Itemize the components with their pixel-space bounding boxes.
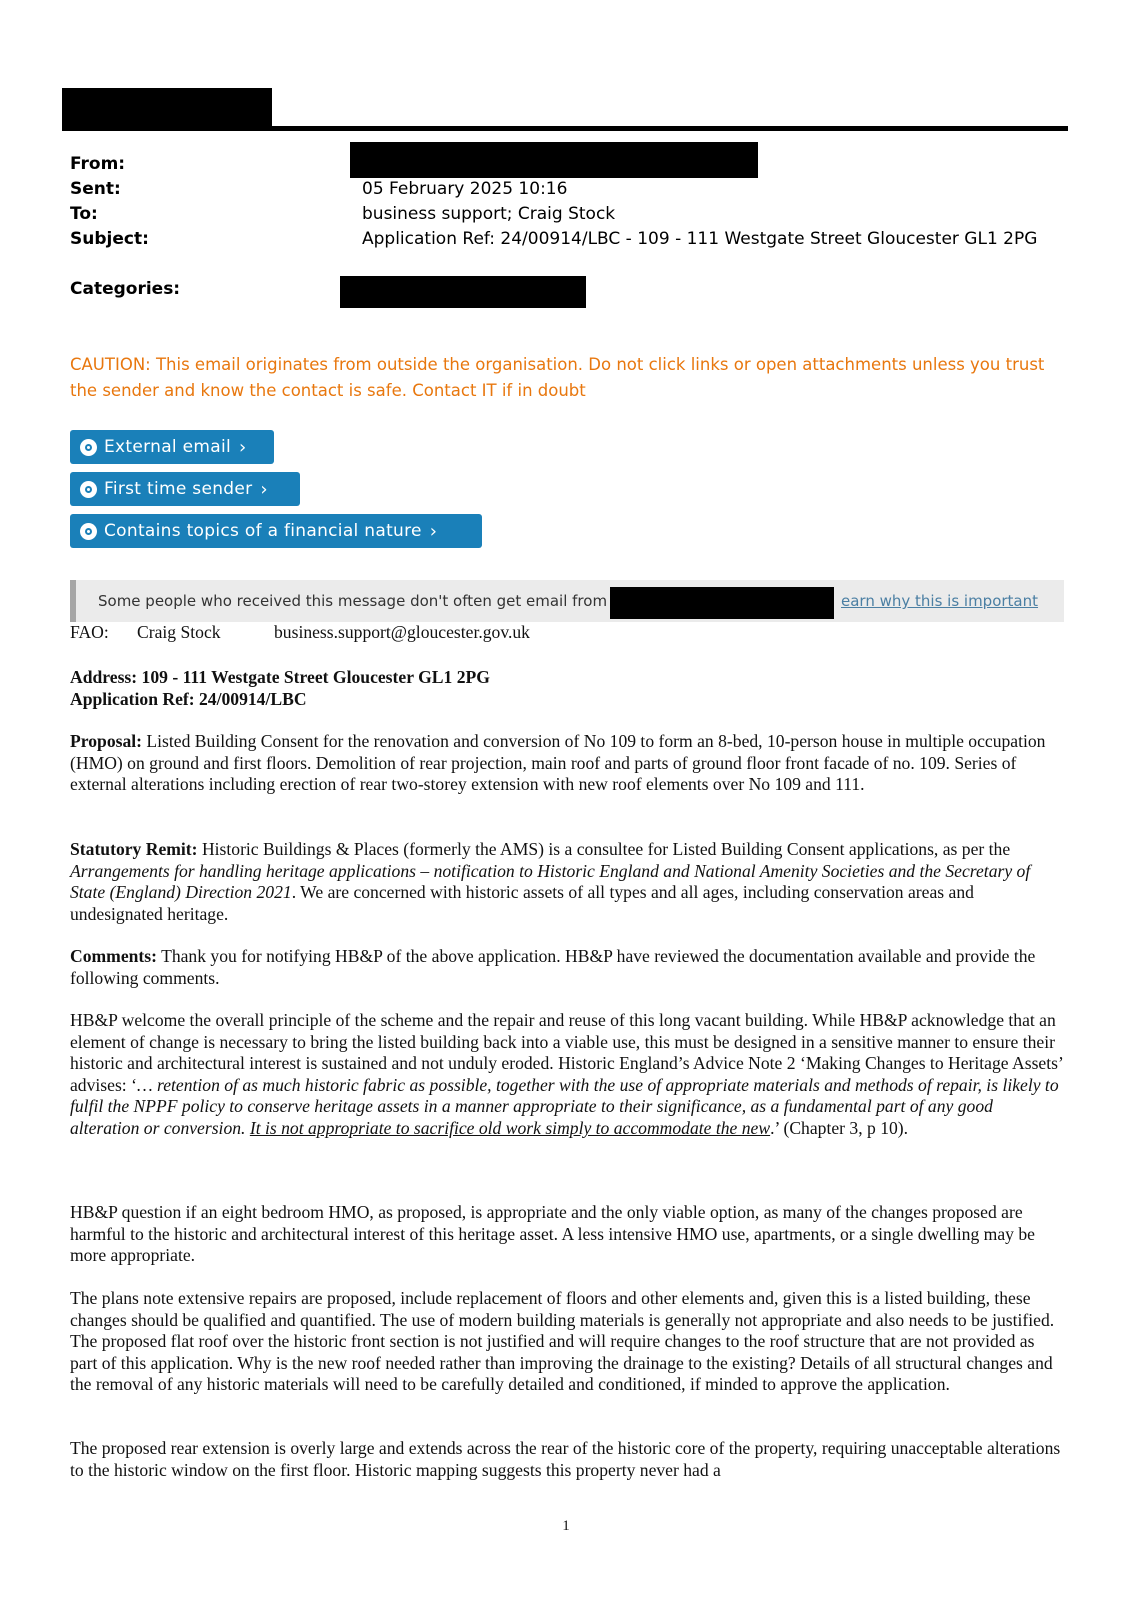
financial-topics-tag-label: Contains topics of a financial nature	[104, 521, 422, 541]
comments-label: Comments:	[70, 946, 157, 966]
learn-why-link[interactable]: earn why this is important	[841, 592, 1039, 610]
subject-value: Application Ref: 24/00914/LBC - 109 - 111 Westgate Street Gloucester GL1 2PG	[362, 229, 1038, 249]
fao-email: business.support@gloucester.gov.uk	[274, 622, 530, 642]
first-time-sender-tag-label: First time sender	[104, 479, 253, 499]
hmo-question-paragraph: HB&P question if an eight bedroom HMO, as proposed, is appropriate and the only viable option, as many of the changes proposed are harmful to the historic and architectural interest of this heritage asset. A less intensive HMO use, apartments, or a single dwelling may be more appropriate.	[70, 1202, 1035, 1266]
redacted-banner-sender	[610, 587, 834, 619]
sent-label: Sent:	[70, 179, 121, 199]
first-contact-banner	[70, 580, 1064, 622]
proposal-text: Listed Building Consent for the renovation and conversion of No 109 to form an 8-bed, 10-person house in multiple occupation (HMO) on ground and first floors. Demolition of rear projection, main roof and parts of ground floor front facade of no. 109. Series of external alterations including erection of rear two-storey extension with new roof elements over No 109 and 111.	[70, 731, 1046, 795]
remit-label: Statutory Remit:	[70, 839, 198, 859]
info-icon	[80, 523, 97, 540]
subject-label: Subject:	[70, 229, 149, 249]
header-rule	[62, 126, 1068, 131]
address-line: Address: 109 - 111 Westgate Street Gloucester GL1 2PG	[70, 667, 490, 687]
advice-note-underlined-quote: It is not appropriate to sacrifice old work simply to accommodate the new	[249, 1117, 771, 1138]
sent-value: 05 February 2025 10:16	[362, 179, 568, 199]
external-email-tag-label: External email	[104, 437, 232, 457]
proposal-label: Proposal:	[70, 731, 143, 751]
remit-direction-title: Arrangements for handling heritage applications – notification to Historic England and National Amenity Societies and the Secretary of State (England) Direction 2021	[70, 860, 1031, 903]
page-number: 1	[562, 1518, 570, 1534]
fao-label: FAO:	[70, 622, 109, 642]
caution-notice: CAUTION: This email originates from outside the organisation. Do not click links or open attachments unless you trust the sender and know the contact is safe. Contact IT if in doubt	[70, 355, 1045, 400]
to-value: business support; Craig Stock	[362, 204, 616, 224]
external-email-tag[interactable]	[70, 430, 274, 464]
financial-topics-tag[interactable]	[70, 514, 482, 548]
address-block	[70, 667, 1066, 710]
redacted-sender-block	[62, 88, 272, 130]
banner-text: Some people who received this message don't often get email from	[98, 592, 608, 610]
remit-text-1: Historic Buildings & Places (formerly the AMS) is a consultee for Listed Building Consent applications, as per the	[201, 839, 1011, 859]
comments-paragraph	[70, 946, 1066, 989]
repairs-paragraph: The plans note extensive repairs are proposed, include replacement of floors and other elements and, given this is a listed building, these changes should be qualified and quantified. The use of modern building materials is generally not appropriate and also needs to be justified. The proposed flat roof over the historic front section is not justified and will require changes to the roof structure that are not provided as part of this application. Why is the new roof needed rather than improving the drainage to the existing? Details of all structural changes and the removal of any historic materials will need to be carefully detailed and conditioned, if minded to approve the application.	[70, 1288, 1055, 1395]
first-time-sender-tag[interactable]	[70, 472, 300, 506]
redacted-categories-value	[340, 276, 586, 308]
from-label: From:	[70, 154, 126, 174]
principle-text-1: HB&P welcome the overall principle of the scheme and the repair and reuse of this long vacant building. While HB&P acknowledge that an element of change is necessary to bring the listed building back into a viable use, this must be designed in a sensitive manner to ensure their historic and architectural interest is sustained and not unduly eroded. Historic England’s Advice Note 2 ‘Making Changes to Heritage Assets’ advises: ‘	[70, 1010, 1063, 1095]
rear-extension-paragraph: The proposed rear extension is overly large and extends across the rear of the historic core of the property, requiring unacceptable alterations to the historic window on the first floor. Historic mapping suggests this property never had a	[70, 1438, 1061, 1480]
advice-note-quote: … retention of as much historic fabric as possible, together with the use of appropriate materials and methods of repair, is likely to fulfil the NPPF policy to conserve heritage assets in a manner appropriate to their significance, as a fundamental part of any good alteration or conversion.	[70, 1074, 1059, 1138]
principle-paragraph	[70, 1010, 1066, 1140]
fao-name: Craig Stock	[137, 622, 221, 642]
remit-paragraph	[70, 839, 1066, 925]
chevron-right-icon: ›	[239, 436, 247, 458]
redacted-from-value	[350, 142, 758, 178]
comments-text: Thank you for notifying HB&P of the above application. HB&P have reviewed the documentation available and provide the following comments.	[70, 946, 1036, 988]
categories-label: Categories:	[70, 279, 181, 299]
application-ref-line: Application Ref: 24/00914/LBC	[70, 688, 307, 709]
chevron-right-icon: ›	[260, 478, 268, 500]
proposal-paragraph	[70, 731, 1066, 796]
to-label: To:	[70, 204, 98, 224]
principle-text-2: .’ (Chapter 3, p 10).	[770, 1117, 909, 1138]
remit-text-2: . We are concerned with historic assets of all types and all ages, including conservation areas and undesignated heritage.	[70, 882, 974, 924]
info-icon	[80, 481, 97, 498]
chevron-right-icon: ›	[429, 520, 438, 542]
info-icon	[80, 439, 97, 456]
